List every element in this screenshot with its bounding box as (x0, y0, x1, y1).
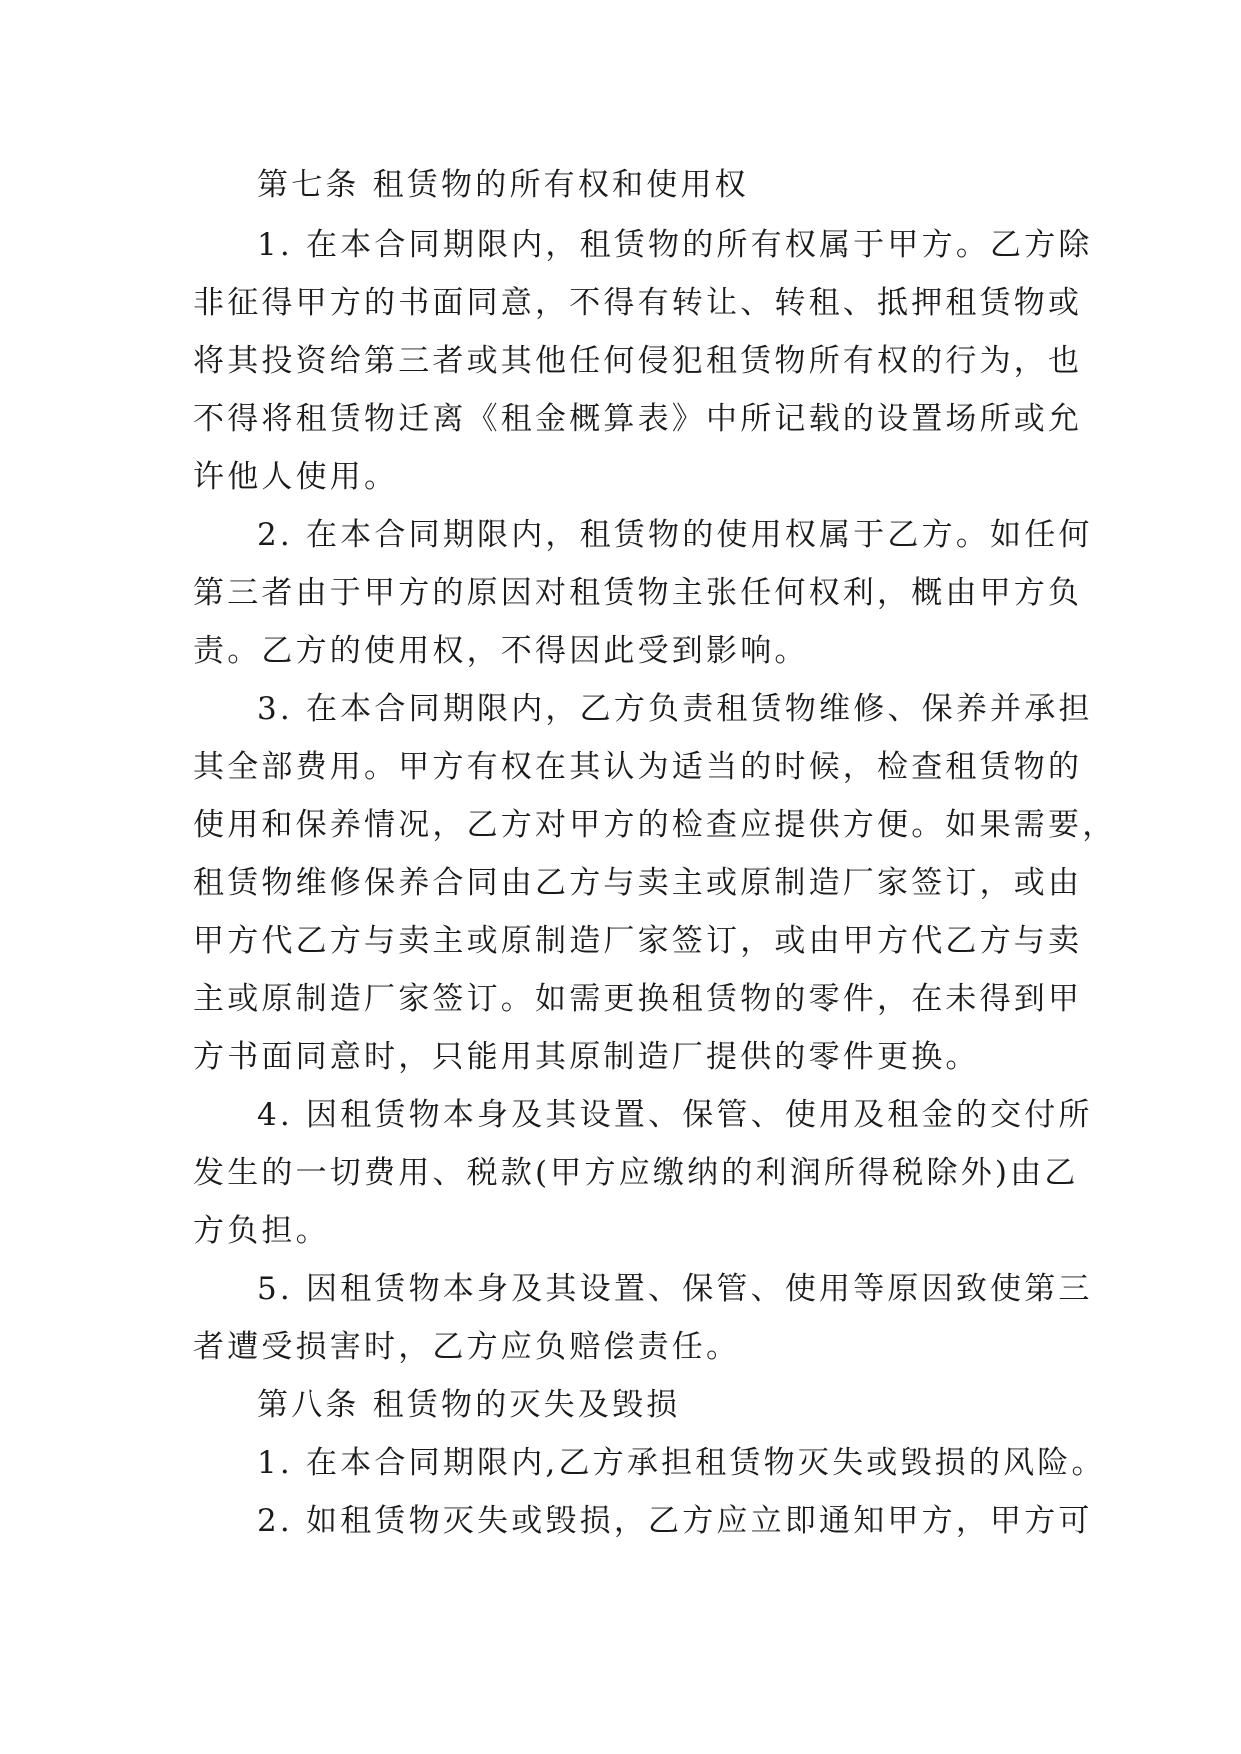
paragraph-line: 方书面同意时，只能用其原制造厂提供的零件更换。 (193, 1039, 980, 1075)
paragraph-line: 1. 在本合同期限内，租赁物的所有权属于甲方。乙方除 (257, 227, 1093, 263)
paragraph-line: 主或原制造厂家签订。如需更换租赁物的零件，在未得到甲 (193, 981, 1083, 1017)
paragraph-line: 2. 在本合同期限内，租赁物的使用权属于乙方。如任何 (257, 517, 1093, 553)
paragraph-line: 2. 如租赁物灭失或毁损，乙方应立即通知甲方，甲方可 (257, 1503, 1093, 1539)
paragraph-line: 发生的一切费用、税款(甲方应缴纳的利润所得税除外)由乙 (193, 1155, 1079, 1191)
article-8-heading: 第八条 租赁物的灭失及毁损 (257, 1387, 681, 1423)
paragraph-line: 不得将租赁物迁离《租金概算表》中所记载的设置场所或允 (193, 401, 1083, 437)
paragraph-line: 方负担。 (193, 1213, 330, 1249)
paragraph-line: 者遭受损害时，乙方应负赔偿责任。 (193, 1329, 741, 1365)
paragraph-line: 租赁物维修保养合同由乙方与卖主或原制造厂家签订，或由 (193, 865, 1083, 901)
paragraph-line: 3. 在本合同期限内，乙方负责租赁物维修、保养并承担 (257, 691, 1093, 727)
article-7-heading: 第七条 租赁物的所有权和使用权 (257, 167, 749, 203)
paragraph-line: 使用和保养情况，乙方对甲方的检查应提供方便。如果需要， (193, 807, 1117, 843)
paragraph-line: 非征得甲方的书面同意，不得有转让、转租、抵押租赁物或 (193, 285, 1083, 321)
paragraph-line: 第三者由于甲方的原因对租赁物主张任何权利，概由甲方负 (193, 575, 1083, 611)
paragraph-line: 甲方代乙方与卖主或原制造厂家签订，或由甲方代乙方与卖 (193, 923, 1083, 959)
paragraph-line: 5. 因租赁物本身及其设置、保管、使用等原因致使第三 (257, 1271, 1093, 1307)
paragraph-line: 责。乙方的使用权，不得因此受到影响。 (193, 633, 809, 669)
paragraph-line: 4. 因租赁物本身及其设置、保管、使用及租金的交付所 (257, 1097, 1093, 1133)
paragraph-line: 将其投资给第三者或其他任何侵犯租赁物所有权的行为，也 (193, 343, 1083, 379)
paragraph-line: 其全部费用。甲方有权在其认为适当的时候，检查租赁物的 (193, 749, 1083, 785)
paragraph-line: 1. 在本合同期限内,乙方承担租赁物灭失或毁损的风险。 (257, 1445, 1106, 1481)
paragraph-line: 许他人使用。 (193, 459, 399, 495)
